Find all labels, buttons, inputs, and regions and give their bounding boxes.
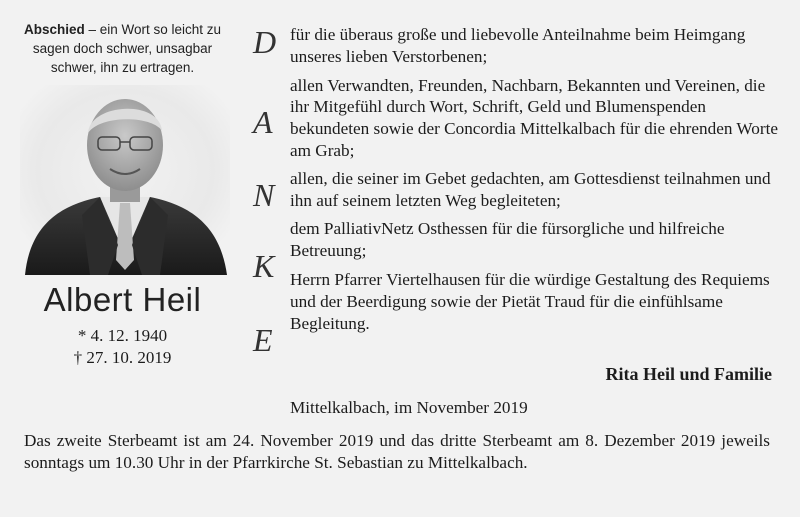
life-dates <box>20 325 225 369</box>
acrostic-letter: K <box>253 248 275 284</box>
quote-bold-word: Abschied <box>23 22 85 37</box>
acrostic-letter: A <box>253 104 273 140</box>
quote-text: – ein Wort so leicht zu sagen doch schwer, unsagbar schwer, ihn zu ertragen. <box>32 22 222 75</box>
memorial-service-note: Das zweite Sterbeamt ist am 24. November 2019 und das dritte Sterbeamt am 8. Dezember 2019 jeweils sonntags um 10.30 Uhr in der Pfarrkirche St. Sebastian zu Mittelkalbach. <box>24 431 770 472</box>
acrostic-letter: D <box>253 24 277 60</box>
portrait-image <box>20 85 230 275</box>
farewell-quote <box>20 20 225 77</box>
thanks-text <box>290 24 780 341</box>
thanks-paragraph: allen Verwandten, Freunden, Nachbarn, Bekannten und Vereinen, die ihr Mitgefühl durch Wort, Schrift, Geld und Blumenspenden bekundeten sowie der Concordia Mittelkalbach für die ehrenden Worte am Grab; <box>290 75 778 160</box>
place-date: Mittelkalbach, im November 2019 <box>290 398 528 417</box>
thanks-paragraph: für die überaus große und liebevolle Anteilnahme beim Heimgang unseres lieben Verstorbenen; <box>290 25 746 66</box>
acrostic-letter: E <box>253 322 273 358</box>
death-date: † 27. 10. 2019 <box>73 348 172 367</box>
signature: Rita Heil und Familie <box>605 364 772 384</box>
thanks-paragraph: Herrn Pfarrer Viertelhausen für die würdige Gestaltung des Requiems und der Beerdigung sowie der Pietät Traud für die einfühlsame Begleitung. <box>290 269 770 333</box>
acrostic-letter: N <box>253 177 275 213</box>
thanks-paragraph: dem PalliativNetz Osthessen für die fürsorgliche und hilfreiche Betreuung; <box>290 219 725 261</box>
portrait-photo <box>20 85 230 275</box>
birth-date: * 4. 12. 1940 <box>77 326 168 345</box>
deceased-name: Albert Heil <box>43 281 202 318</box>
left-column <box>20 20 225 369</box>
thanks-paragraph: allen, die seiner im Gebet gedachten, am Gottesdienst teilnahmen und ihn auf seinem letzten Weg begleiteten; <box>290 168 771 210</box>
